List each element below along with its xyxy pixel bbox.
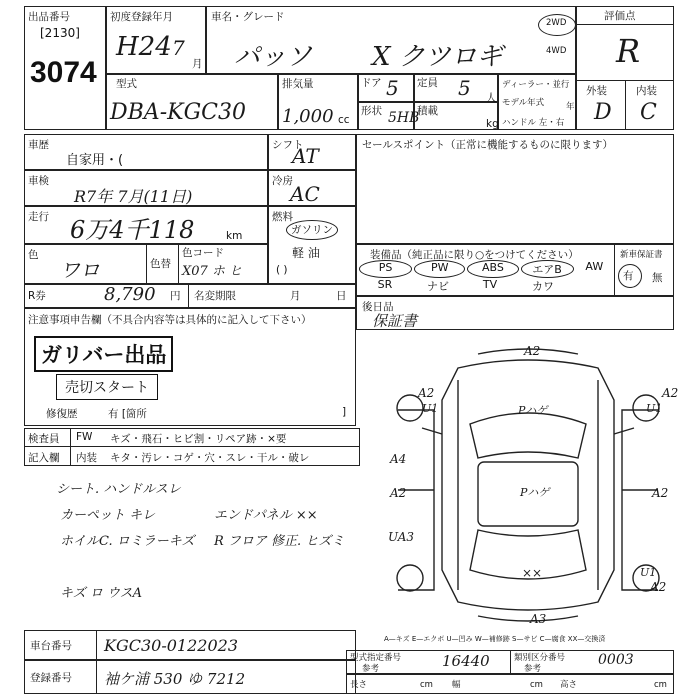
color-code: X07 ホ ヒ xyxy=(182,264,243,279)
model-code: DBA-KGC30 xyxy=(110,100,246,125)
mark-roof-p: Pハゲ xyxy=(520,486,550,499)
doors-label: ドア xyxy=(361,77,382,89)
person-unit: 人 xyxy=(486,92,497,104)
equip-abs: ABS xyxy=(467,260,518,278)
dimensions-row xyxy=(346,674,674,694)
eval-score: R xyxy=(616,32,641,70)
equip-airbag: エアB xyxy=(521,260,574,278)
width-label: 幅 xyxy=(452,680,461,690)
chassis-divider xyxy=(96,630,97,660)
mark-front-a2: A2 xyxy=(524,344,541,358)
mark-left-front-a2: A2 xyxy=(418,386,435,400)
mark-hood-p: Pハゲ xyxy=(518,404,548,417)
interior-grade: C xyxy=(640,100,657,125)
displacement-label: 排気量 xyxy=(282,78,314,90)
mileage-value: 6万4千118 xyxy=(70,216,195,244)
entry-label: 記入欄 xyxy=(28,452,60,464)
payload-label: 積載 xyxy=(417,105,438,117)
lot-sub: [2130] xyxy=(40,26,80,40)
exterior-label: 外装 xyxy=(586,85,607,97)
equip-leather: カワ xyxy=(532,280,554,293)
displacement: 1,000 xyxy=(282,106,334,127)
warranty-label: 新車保証書 xyxy=(620,250,663,260)
remark-5: エンドパネル ×× xyxy=(214,508,318,523)
warranty-has: 有 xyxy=(623,270,634,282)
color-code-label: 色コード xyxy=(182,247,224,259)
equip-navi: ナビ xyxy=(427,280,449,293)
doors: 5 xyxy=(386,76,399,100)
first-reg-year: H24 xyxy=(116,32,172,62)
model-year-label: モデル年式 xyxy=(502,98,545,108)
first-reg-label: 初度登録年月 xyxy=(110,11,173,23)
equip-aw: AW xyxy=(585,260,604,273)
later-items-value: 保証書 xyxy=(372,312,418,330)
shape-label: 形状 xyxy=(361,105,382,117)
expiry-month: 月 xyxy=(290,290,301,302)
history-row xyxy=(24,134,268,170)
diagram-legend: A—キズ E—エクボ U—凹み W—補修跡 S—サビ C—腐食 XX—交換済 xyxy=(384,635,606,643)
fw-label: FW xyxy=(76,431,93,443)
mark-rear-xx: ×× xyxy=(522,566,543,580)
eval-divider xyxy=(576,24,674,25)
shape: 5HB xyxy=(388,110,420,126)
length-cm: cm xyxy=(420,680,433,690)
warranty-none: 無 xyxy=(652,272,663,284)
reg-value: 袖ケ浦 530 ゆ 7212 xyxy=(104,670,246,688)
inspector-label: 検査員 xyxy=(28,433,60,445)
class-value: 0003 xyxy=(598,652,634,668)
gulliver-stamp: ガリバー出品 xyxy=(34,336,173,372)
remark-3: ホイルC. ロミラーキズ xyxy=(60,534,195,549)
color-divider-2 xyxy=(178,244,179,284)
color-value: ワロ xyxy=(60,258,100,282)
inspection-label: 車検 xyxy=(28,175,49,187)
history-value: 自家用・( xyxy=(66,153,124,168)
repair-label: 修復歴 xyxy=(46,408,78,420)
color-divider xyxy=(146,244,147,284)
kg-unit: kg xyxy=(486,118,499,130)
equip-tv: TV xyxy=(482,278,498,291)
reg-label: 登録番号 xyxy=(30,672,72,684)
equip-sr: SR xyxy=(377,278,393,291)
ac-label: 冷房 xyxy=(272,175,293,187)
mileage-label: 走行 xyxy=(28,211,49,223)
car-name: パッソ xyxy=(234,42,313,72)
equipment-row-2 xyxy=(358,278,614,294)
capacity: 5 xyxy=(458,76,471,100)
eval-label: 評価点 xyxy=(604,10,636,22)
later-items-label: 後日品 xyxy=(362,301,394,313)
recycle-divider xyxy=(188,284,189,308)
interior-label: 内装 xyxy=(636,85,657,97)
month-unit: 月 xyxy=(192,58,203,70)
reg-divider xyxy=(96,660,97,694)
remark-4: キズ ロ ウスA xyxy=(60,586,143,601)
equip-pw: PW xyxy=(414,260,465,278)
spec-divider xyxy=(510,650,511,674)
type-spec-value: 16440 xyxy=(442,652,490,670)
mark-rear-a3: A3 xyxy=(530,612,547,626)
class-label: 類別区分番号 xyxy=(514,653,566,663)
km-unit: km xyxy=(226,230,243,242)
mark-left-a4: A4 xyxy=(390,452,407,466)
recycle-label: R券 xyxy=(28,290,46,302)
inspection-items-2: キタ・汚レ・コゲ・穴・スレ・干ル・破レ xyxy=(110,452,310,464)
sales-point-label: セールスポイント（正常に機能するものに限ります） xyxy=(362,139,614,151)
repair-value: 有 [箇所 xyxy=(108,408,147,420)
car-name-label: 車名・グレード xyxy=(211,11,285,23)
notes-label: 注意事項申告欄（不具合内容等は具体的に記入して下さい） xyxy=(28,314,312,326)
first-reg-month: 7 xyxy=(172,36,185,60)
sellout-stamp: 売切スタート xyxy=(56,374,158,400)
type-spec-sub: 参考 xyxy=(362,664,380,674)
mark-right-front-a2: A2 xyxy=(662,386,679,400)
class-sub: 参考 xyxy=(524,664,542,674)
mark-right-rear-u1: U1 xyxy=(640,566,657,579)
drive-2wd: 2WD xyxy=(546,18,567,28)
color-change-label: 色替 xyxy=(150,258,171,270)
cc-unit: cc xyxy=(338,114,350,126)
year-unit: 年 xyxy=(566,102,575,112)
equipment-label: 装備品（純正品に限り○をつけてください） xyxy=(370,249,579,261)
eval-vdivider xyxy=(625,80,626,130)
fuel-diesel: 軽 油 xyxy=(292,246,320,260)
expiry-day: 日 xyxy=(336,290,347,302)
height-label: 高さ xyxy=(560,680,578,690)
shift-label: シフト xyxy=(272,139,304,151)
equipment-row-1 xyxy=(358,260,614,278)
mark-right-rear-a2: A2 xyxy=(650,580,667,594)
exterior-grade: D xyxy=(594,100,612,125)
mark-left-a2: A2 xyxy=(390,486,407,500)
mark-right-front-u1: U1 xyxy=(646,402,663,415)
lot-number: 3074 xyxy=(30,56,97,89)
equip-ps: PS xyxy=(359,260,412,278)
chassis-label: 車台番号 xyxy=(30,640,72,652)
type-spec-label: 型式指定番号 xyxy=(350,653,402,663)
fuel-label: 燃料 xyxy=(272,211,293,223)
length-label: 長さ xyxy=(350,680,368,690)
width-cm: cm xyxy=(530,680,543,690)
fuel-value: ガソリン xyxy=(291,224,333,236)
color-label: 色 xyxy=(28,249,39,261)
mark-left-rear-ua3: UA3 xyxy=(388,530,415,544)
recycle-yen: 円 xyxy=(170,290,181,302)
equip-divider xyxy=(614,244,615,296)
expiry-label: 名変期限 xyxy=(194,290,236,302)
mark-right-a2: A2 xyxy=(652,486,669,500)
remark-6: R フロア 修正. ヒズミ xyxy=(214,534,345,549)
drive-4wd: 4WD xyxy=(546,46,567,56)
remark-1: シート. ハンドルスレ xyxy=(56,482,181,497)
height-cm: cm xyxy=(654,680,667,690)
handle-label: ハンドル 左・右 xyxy=(502,118,565,128)
ac-value: AC xyxy=(290,182,320,206)
dealer-label: ディーラー・並行 xyxy=(502,80,570,90)
history-label: 車歴 xyxy=(28,139,49,151)
chassis-value: KGC30-0122023 xyxy=(104,636,238,655)
model-label: 型式 xyxy=(116,78,137,90)
inspect-vdivider xyxy=(70,428,71,466)
inspect-divider xyxy=(24,446,360,447)
mark-left-front-u1: U1 xyxy=(422,402,439,415)
repair-close: ] xyxy=(342,406,347,418)
interior-inspect-label: 内装 xyxy=(76,452,97,464)
lot-label: 出品番号 xyxy=(28,11,70,23)
inspection-value: R7年 7月(11日) xyxy=(74,187,193,206)
recycle-value: 8,790 xyxy=(104,284,156,305)
capacity-label: 定員 xyxy=(417,77,438,89)
inspection-items-1: キズ・飛石・ヒビ割・リペア跡・×要 xyxy=(110,433,287,445)
recycle-row xyxy=(24,284,356,308)
grade: X クツロギ xyxy=(372,42,503,72)
fuel-paren: ( ) xyxy=(276,264,288,276)
remark-2: カーペット キレ xyxy=(60,508,156,523)
shift-value: AT xyxy=(292,144,319,168)
